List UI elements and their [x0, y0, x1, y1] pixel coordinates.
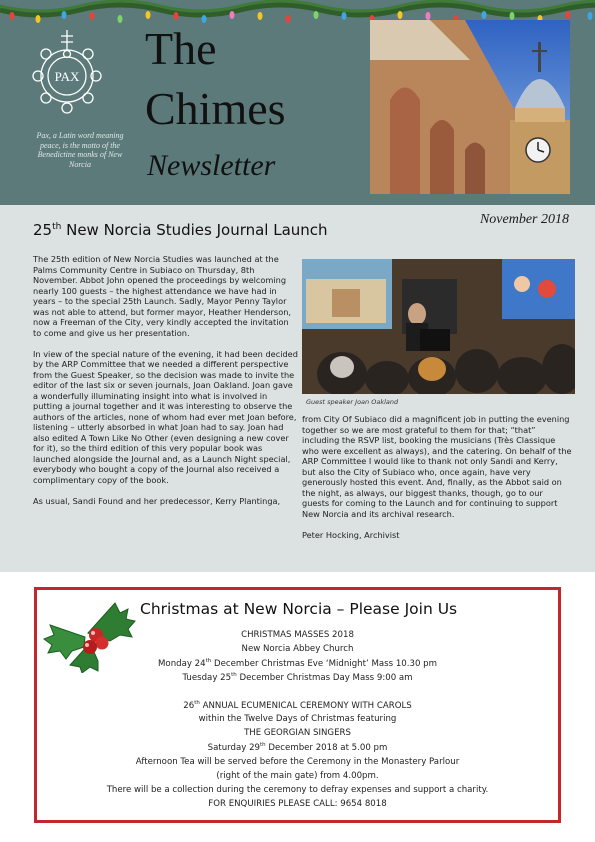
guest-speaker-photo [302, 259, 575, 394]
article-paragraph: from City Of Subiaco did a magnificent job in putting the evening together so we are most grateful to them for that; “that” including the RSVP list, booking the musicians (Très Classique who were excellent as always), and the catering. On behalf of the ARP Committee I would like to thank not only Sandi and Kerry, but also the City of Subiaco who, once again, have very generously hosted this event. And, finally, as the Abbot said on the night, as always, our biggest thanks, though, go to our guests for coming to the Launch and for continuing to support New Norcia and its archival research. [302, 414, 572, 519]
christmas-title: Christmas at New Norcia – Please Join Us [140, 600, 458, 618]
mass-christmas-day: Tuesday 25th December Christmas Day Mass 9:00 am [182, 672, 413, 683]
ceremony-within: within the Twelve Days of Christmas featuring [198, 714, 397, 724]
masthead-subtitle: Newsletter [147, 149, 276, 182]
masses-location: New Norcia Abbey Church [241, 644, 354, 654]
collection-note: There will be a collection during the ceremony to defray expenses and support a charity. [106, 785, 489, 795]
motto-tagline: Pax, a Latin word meaning peace, is the motto of the Benedictine monks of New Norcia [36, 131, 124, 169]
issue-date: November 2018 [479, 212, 569, 227]
article-signoff: Peter Hocking, Archivist [302, 529, 400, 540]
article-column-right [302, 414, 572, 551]
afternoon-tea-line: Afternoon Tea will be served before the Ceremony in the Monastery Parlour [135, 757, 460, 767]
masthead-title-the: The [145, 23, 217, 74]
article-paragraph: The 25th edition of New Norcia Studies was launched at the Palms Community Centre in Subiaco on Thursday, 8th November. Abbot John opened the proceedings by welcoming nearly 100 guests – the highest attendance we have had in years – to the special 25th Launch. Sadly, Mayor Penny Taylor was not able to attend, but former mayor, Heather Henderson, now a Freeman of the City, very kindly accepted the invitation to come and give us her presentation. [33, 254, 291, 338]
ceremony-date: Saturday 29th December 2018 at 5.00 pm [207, 742, 388, 753]
pax-text: PAX [54, 69, 80, 84]
article-headline: 25th New Norcia Studies Journal Launch [33, 221, 328, 239]
article-paragraph: As usual, Sandi Found and her predecessor, Kerry Plantinga, [33, 495, 281, 506]
mass-christmas-eve: Monday 24th December Christmas Eve ‘Midnight’ Mass 10.30 pm [158, 658, 437, 669]
ceremony-singers: THE GEORGIAN SINGERS [244, 728, 351, 738]
afternoon-tea-location: (right of the main gate) from 4.00pm. [216, 771, 379, 781]
article-column-left [33, 254, 299, 517]
ceremony-heading: 26th ANNUAL ECUMENICAL CEREMONY WITH CAROLS [183, 700, 412, 711]
pax-emblem-icon [28, 26, 106, 126]
church-bell-tower-photo [370, 20, 570, 194]
photo-caption: Guest speaker Joan Oakland [306, 398, 399, 406]
enquiries-phone: FOR ENQUIRIES PLEASE CALL: 9654 8018 [208, 799, 387, 809]
article-paragraph: In view of the special nature of the evening, it had been decided by the ARP Committee that we needed a different perspective from the Guest Speaker, so the decision was made to invite the editor of the last six or seven journals, Joan Oakland. Joan gave a wonderfully illuminating insight into what is involved in putting a journal together and it was interesting to observe the authors of the articles, none of whom had ever met Joan before, listening – utterly absorbed in what Joan had to say. Joan had also edited A Town Like No Other (even designing a new cover for it), so the third edition of this very popular book was launched alongside the Journal and, as a Launch Night special, everybody who bought a copy of the Journal also received a complimentary copy of the book. [33, 348, 298, 485]
masses-heading: CHRISTMAS MASSES 2018 [241, 630, 354, 640]
masthead-title-chimes: Chimes [145, 83, 286, 134]
